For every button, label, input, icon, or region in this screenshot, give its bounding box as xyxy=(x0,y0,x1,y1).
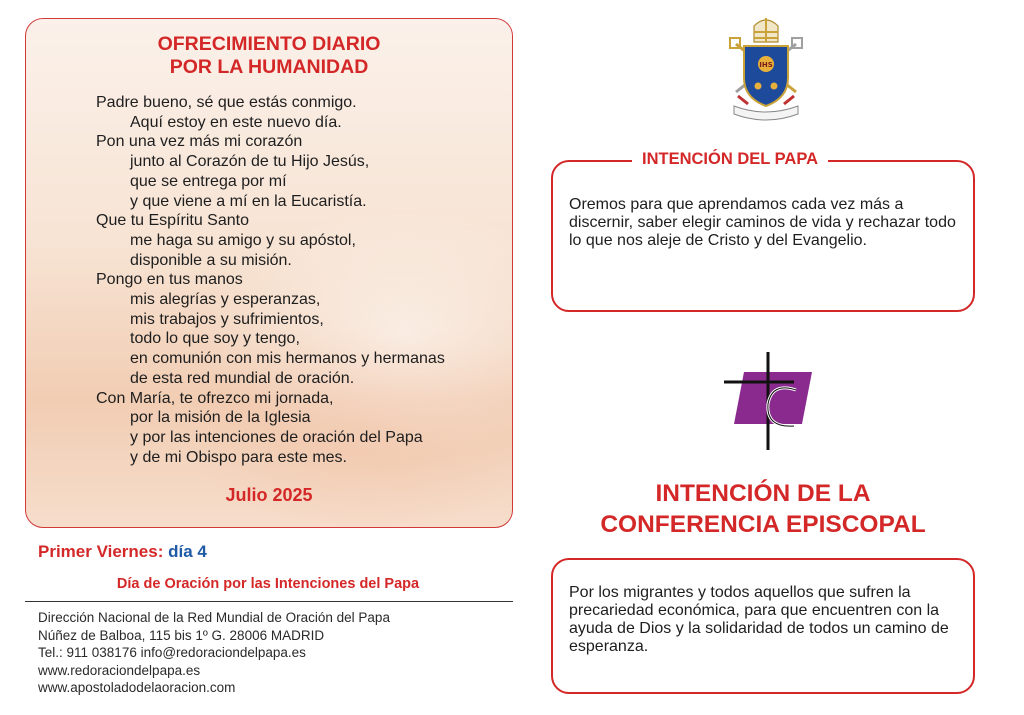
prayer-line: mis trabajos y sufrimientos, xyxy=(130,310,324,328)
svg-text:IHS: IHS xyxy=(759,61,773,69)
divider xyxy=(25,601,513,602)
prayer-line: Pongo en tus manos xyxy=(96,271,243,289)
prayer-line: por la misión de la Iglesia xyxy=(130,409,311,427)
prayer-body xyxy=(96,93,445,467)
first-friday-day: día 4 xyxy=(168,542,207,561)
prayer-line: en comunión con mis hermanos y hermanas xyxy=(130,350,445,368)
prayer-date: Julio 2025 xyxy=(225,485,313,505)
prayer-line: y de mi Obispo para este mes. xyxy=(130,448,347,466)
prayer-line: de esta red mundial de oración. xyxy=(130,369,355,387)
prayer-line: Aquí estoy en este nuevo día. xyxy=(130,113,342,131)
first-friday-label: Primer Viernes: xyxy=(38,542,164,561)
papal-coat-of-arms-icon xyxy=(728,14,804,126)
conference-heading-line1: INTENCIÓN DE LA xyxy=(655,480,871,507)
contact-line: www.redoraciondelpapa.es xyxy=(38,662,201,678)
contact-line: Núñez de Balboa, 115 bis 1º G. 28006 MADRID xyxy=(38,627,325,643)
prayer-line: Que tu Espíritu Santo xyxy=(96,212,249,230)
prayer-line: me haga su amigo y su apóstol, xyxy=(130,231,356,249)
prayer-line: y que viene a mí en la Eucaristía. xyxy=(130,192,367,210)
first-friday xyxy=(38,542,207,562)
prayer-title-line1: OFRECIMIENTO DIARIO xyxy=(157,33,381,55)
prayer-line: Pon una vez más mi corazón xyxy=(96,133,303,151)
prayer-title xyxy=(26,33,512,79)
conference-intention-text: Por los migrantes y todos aquellos que sufren la precariedad económica, para que encuentren con la ayuda de Dios y la solidaridad de todos un camino de esperanza. xyxy=(569,584,949,655)
conference-heading xyxy=(551,478,975,540)
conference-heading-line2: CONFERENCIA EPISCOPAL xyxy=(600,511,926,538)
pope-intention-text: Oremos para que aprendamos cada vez más a discernir, saber elegir caminos de vida y rechazar todo lo que nos aleje de Cristo y del Evangelio. xyxy=(569,196,956,249)
prayer-line: junto al Corazón de tu Hijo Jesús, xyxy=(130,153,370,171)
contact-line: Dirección Nacional de la Red Mundial de Oración del Papa xyxy=(38,610,390,625)
prayer-line: todo lo que soy y tengo, xyxy=(130,330,300,348)
prayer-line: Padre bueno, sé que estás conmigo. xyxy=(96,94,357,111)
pope-intention-box xyxy=(551,150,975,312)
prayer-title-line2: POR LA HUMANIDAD xyxy=(169,56,369,78)
conference-intention-box xyxy=(551,558,975,694)
contact-block xyxy=(38,609,390,697)
prayer-line: que se entrega por mí xyxy=(130,172,287,190)
prayer-day-heading: Día de Oración por las Intenciones del Papa xyxy=(116,576,420,592)
prayer-card xyxy=(25,18,513,528)
contact-line: www.apostoladodelaoracion.com xyxy=(38,680,236,696)
prayer-line: mis alegrías y esperanzas, xyxy=(130,291,321,309)
prayer-line: Con María, te ofrezco mi jornada, xyxy=(96,389,334,407)
contact-line: Tel.: 911 038176 info@redoraciondelpapa.es xyxy=(38,645,306,661)
prayer-line: disponible a su misión. xyxy=(130,251,292,269)
prayer-line: y por las intenciones de oración del Papa xyxy=(130,428,423,446)
pope-intention-label: INTENCIÓN DEL PAPA xyxy=(632,150,828,169)
episcopal-conference-logo-icon xyxy=(724,352,816,450)
